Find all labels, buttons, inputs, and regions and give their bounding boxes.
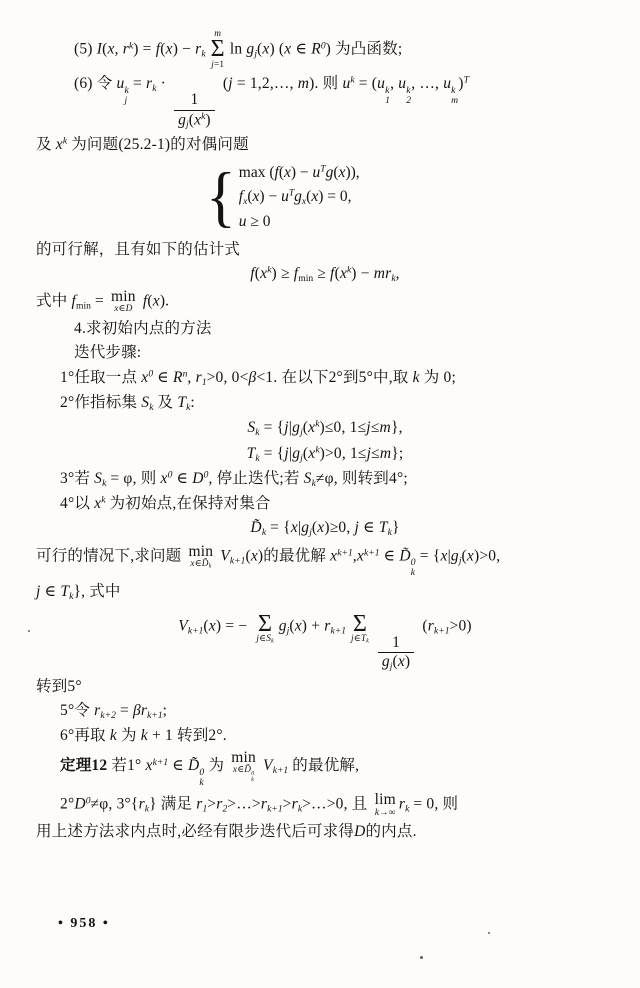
system-row: $\max (f(x) - u^Tg(x))$, <box>238 163 360 181</box>
dual-system <box>206 161 614 234</box>
system-rows <box>239 161 360 234</box>
set-S-formula: $S_k = \{j|g_j(x^k)\le 0$, 1≤j≤m}, <box>247 418 403 439</box>
eq-5: (5) I(x, $r^k) = f(x) - r_k$ m Σ j=1 $\ln g_j(x)$ (x ∈ $R^0$) 为凸函数; <box>74 29 403 70</box>
feasible-text: 的可行解，且有如下的估计式 <box>36 240 241 258</box>
V-definition-formula: $V_{k+1}(x)$ = − Σ $j\in S_k$ $g_j(x) + r_{k+1}$ Σ $j\in T_k$ $\frac{1}{g_j(x)}$ $(r_{k+1}>0)$ <box>36 608 614 673</box>
section-4-title: 4.求初始内点的方法 <box>74 320 212 338</box>
feasible-min-line2: j ∈ $T_k$}, 式中 <box>36 583 121 603</box>
underscript-operator: lim k→∞ <box>374 791 396 818</box>
conclusion: 用上述方法求内点时,必经有限步迭代后可求得D的内点. <box>36 823 417 841</box>
feasible-min-line1: 可行的情况下,求问题 min $x\in D̃_k$ $V_{k+1}(x)$的最优解 $x^{k+1},x^{k+1}$ ∈ D̃ 0 k = {$x|g_j(x)>0$, <box>36 542 501 579</box>
sup-sub-stack: k m <box>451 85 459 107</box>
theorem-12-conditions: $2^\circ D^0\ne\varphi$, $3^\circ\{r_k\}$ 满足 $r_1>r_2>\dots>r_{k+1}>r_k>\dots>0$, 且 lim k→∞ $r_k = 0$, 则 <box>60 791 459 818</box>
step-2: 2°作指标集 $S_k$ 及 $T_k$: <box>60 393 195 413</box>
summation: Σ $j\in T_k$ <box>351 610 369 646</box>
underscript-operator: min $x\in D̃_k$ <box>188 542 214 570</box>
sup-sub-stack: k j <box>124 85 129 107</box>
theorem-12: 定理12 若1° $x^{k+1}$ ∈ D̃ 0 k 为 min x∈D̃ 0 k $V_{k+1}$ 的最优解, <box>60 749 360 789</box>
system-row: $f_x(x) - u^Tg_x(x) = 0$, <box>238 187 352 207</box>
fraction: $\frac{1}{g_j(x)}$ <box>378 634 414 673</box>
sup-sub-stack: 0 k <box>199 767 205 789</box>
system-brace: { <box>206 159 236 235</box>
sup-sub-stack: 0 k <box>410 557 416 579</box>
system-row: u ≥ 0 <box>238 212 271 230</box>
summation: m Σ j=1 <box>210 29 225 70</box>
scan-speck <box>28 630 30 632</box>
sup-sub-stack: 0 k <box>251 771 255 784</box>
step-3: 3°若 $S_k = \varphi$, 则 $x^0$ ∈ $D^0$, 停止迭代;若 $S_k\ne\varphi$, 则转到4°; <box>60 469 408 489</box>
scan-speck <box>420 956 423 959</box>
underscript-operator: min x∈D̃ 0 k <box>231 749 256 784</box>
dual-intro: 及 $x^k$ 为问题(25.2-1)的对偶问题 <box>36 135 249 153</box>
where-fmin: 式中 $f_{min}$ = min x∈D f(x). <box>36 288 170 315</box>
fraction: $\frac{1}{g_j(x^k)}$ <box>174 91 215 130</box>
set-T-formula: $T_k = \{j|g_j(x^k)>0$, 1≤j≤m}; <box>246 444 404 464</box>
page-content <box>36 26 614 847</box>
step-5: 5°令 $r_{k+2} = \beta r_{k+1}$; <box>60 701 168 721</box>
estimate-formula: $f(x^k) \ge f_{min} \ge f(x^k) - mr_k$, <box>250 264 400 284</box>
sup-sub-stack: k 1 <box>385 85 391 107</box>
step-6: 6°再取 k 为 k + 1 转到2°. <box>60 727 227 745</box>
step-4: 4°以 $x^k$ 为初始点,在保持对集合 <box>60 495 271 513</box>
goto-5: 转到5° <box>36 677 82 695</box>
set-D-formula: $D̃_k = \{x|g_j(x)\ge 0$, j ∈ $T_k$} <box>250 519 400 539</box>
sup-sub-stack: k 2 <box>406 85 412 107</box>
page-number: • 958 • <box>58 916 110 931</box>
step-1: 1°任取一点 $x^0$ ∈ $R^n$, $r_1>0$, 0<β<1. 在以下2°到5°中,取 k 为 0; <box>60 368 456 388</box>
summation: Σ $j\in S_k$ <box>256 610 274 646</box>
scan-speck <box>488 932 490 934</box>
iteration-steps-label: 迭代步骤: <box>74 344 142 362</box>
eq-6: (6) 令 u k j = $r_k$ · $\frac{1}{g_j(x^k)}$ (j = 1,2,…, m). 则 $u^k = (u$ k 1 , u k 2 , …, u k m )$^T$ <box>74 74 469 131</box>
underscript-operator: min x∈D <box>111 288 136 315</box>
